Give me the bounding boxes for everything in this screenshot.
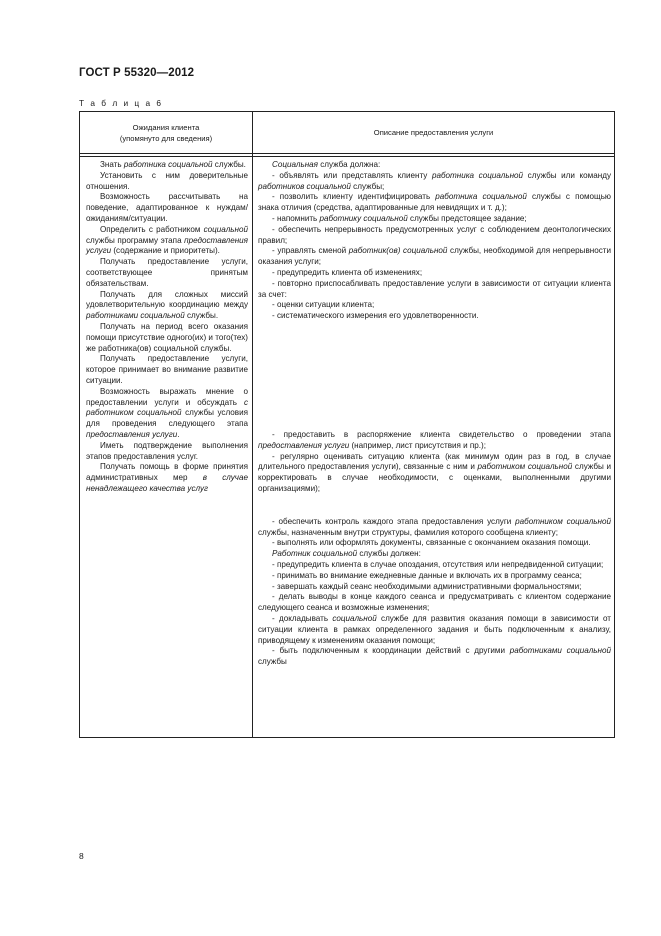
left-header-line1: Ожидания клиента <box>132 122 200 132</box>
client-expectation-paragraph: Иметь подтверждение выполнения этапов предоставления услуг. <box>86 440 248 461</box>
service-description-paragraph: - напомнить работнику социальной службы предстоящее задание; <box>272 213 527 223</box>
service-description-block-1 <box>258 160 611 322</box>
service-description-paragraph: - предоставить в распоряжение клиента свидетельство о проведении этапа предоставления услуги (например, лист присутствия и пр.); <box>258 429 611 450</box>
service-description-paragraph: - оценки ситуации клиента; <box>272 300 375 310</box>
left-column-header <box>80 112 252 153</box>
service-description-paragraph: - делать выводы в конце каждого сеанса и предусматривать с клиентом содержание следующего сеанса и возможные изменения; <box>258 592 611 613</box>
service-description-column <box>258 160 611 668</box>
service-description-paragraph: - объявлять или представлять клиенту работника социальной службы или команду работников социальной службы; <box>258 170 611 191</box>
client-expectation-paragraph: Получать предоставление услуги, соответствующее принятым обязательствам. <box>86 257 248 288</box>
service-description-paragraph: - выполнять или оформлять документы, связанные с окончанием оказания помощи. <box>272 538 591 548</box>
client-expectation-paragraph: Установить с ним доверительные отношения. <box>86 170 248 191</box>
service-description-paragraph: - обеспечить непрерывность предусмотренных услуг с соблюдением деонтологических правил; <box>258 224 611 245</box>
client-expectation-paragraph: Знать работника социальной службы. <box>100 160 246 169</box>
services-table <box>79 111 615 738</box>
client-expectation-paragraph: Возможность выражать мнение о предоставлении услуги и обсуждать с работником социальной службы условия для проведения следующего этапа предоставления услуги. <box>86 386 248 439</box>
table-caption: Т а б л и ц а 6 <box>79 98 164 108</box>
header-rule <box>80 153 614 154</box>
right-column-header: Описание предоставления услуги <box>373 128 494 137</box>
client-expectation-paragraph: Возможность рассчитывать на поведение, адаптированное к нуждам/ожиданиям/ситуации. <box>86 192 248 223</box>
column-spacer <box>258 322 611 430</box>
service-description-paragraph: - управлять сменой работник(ов) социальной службы, необходимой для непрерывности оказания услуги; <box>258 246 612 267</box>
client-expectation-paragraph: Получать для сложных миссий удовлетворительную координацию между работниками социальной службы. <box>86 289 248 321</box>
client-expectation-paragraph: Получать на период всего оказания помощи присутствие одного(их) и того(тех) же работника(ов) социальной службы. <box>86 321 248 353</box>
service-description-block-3 <box>258 517 611 668</box>
service-description-paragraph: - завершать каждый сеанс необходимыми административными формальностями; <box>272 581 582 591</box>
service-description-paragraph: - регулярно оценивать ситуацию клиента (как минимум один раз в год, в случае длительного предоставления услуги), связанные с ним и работником социальной службы и корректировать в случае необходимости, с оценками, выполненными другими организациями); <box>258 451 611 493</box>
service-description-paragraph: - предупредить клиента об изменениях; <box>272 267 423 277</box>
service-description-paragraph: Работник социальной службы должен: <box>272 549 421 559</box>
service-description-paragraph: - быть подключенным к координации действий с другими работниками социальной службы <box>258 646 611 667</box>
service-description-paragraph: - докладывать социальной службе для развития оказания помощи в зависимости от ситуации клиента в рамках определенного задания и быть подключенным к анализу, приводящему к изменениям оказания помощи; <box>258 613 611 645</box>
document-header: ГОСТ Р 55320—2012 <box>79 67 195 79</box>
client-expectation-paragraph: Определить с работником социальной службы программу этапа предоставления услуги (содержание и приоритеты). <box>86 224 248 256</box>
service-description-paragraph: - систематического измерения его удовлетворенности. <box>272 311 479 321</box>
page-number: 8 <box>79 851 84 861</box>
left-header-line2: (упомянуто для сведения) <box>119 133 213 143</box>
service-description-paragraph: - позволить клиенту идентифицировать работника социальной службы с помощью знака отличия (средства, адаптированные для невидящих и т. д.); <box>258 192 611 213</box>
service-description-paragraph: - предупредить клиента в случае опоздания, отсутствия или непредвиденной ситуации; <box>272 559 604 569</box>
service-description-block-2 <box>258 430 611 495</box>
client-expectations-column <box>86 160 248 495</box>
client-expectation-paragraph: Получать предоставление услуги, которое принимает во внимание развитие ситуации. <box>86 354 248 385</box>
service-description-paragraph: - повторно приспосабливать предоставление услуги в зависимости от ситуации клиента за счет: <box>258 278 611 299</box>
service-description-paragraph: - принимать во внимание ежедневные данные и включать их в программу сеанса; <box>272 570 582 580</box>
client-expectation-paragraph: Получать помощь в форме принятия административных мер в случае ненадлежащего качества услуг <box>86 462 248 493</box>
service-description-paragraph: - обеспечить контроль каждого этапа предоставления услуги работником социальной службы, назначенным внутри структуры, фамилия которого сообщена клиенту; <box>258 516 611 537</box>
header-rule-double <box>80 156 614 157</box>
service-description-paragraph: Социальная служба должна: <box>272 160 381 169</box>
column-divider <box>252 112 253 737</box>
column-spacer <box>258 495 611 517</box>
